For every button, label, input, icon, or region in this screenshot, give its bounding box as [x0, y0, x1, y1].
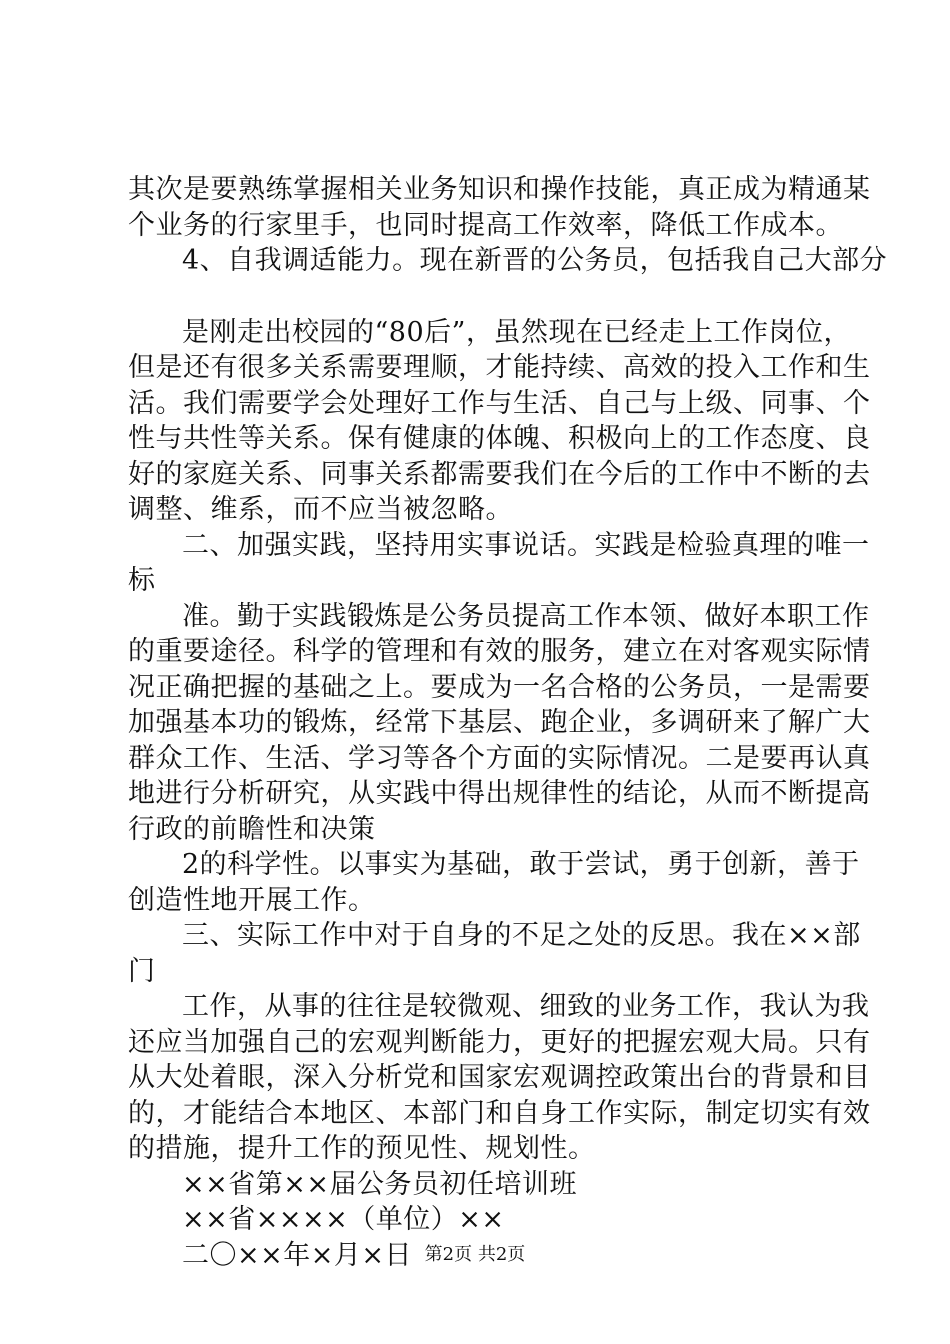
text-line: 门 — [128, 955, 156, 987]
text-line: 4、自我调适能力。现在新晋的公务员，包括我自己大部分 — [182, 245, 888, 276]
text-line: 创造性地开展工作。 — [128, 884, 376, 916]
text-line: 况正确把握的基础之上。要成为一名合格的公务员，一是需要 — [128, 671, 871, 703]
text-line: 其次是要熟练掌握相关业务知识和操作技能，真正成为精通某 — [128, 174, 871, 205]
text-line: 的，才能结合本地区、本部门和自身工作实际，制定切实有效 — [128, 1097, 871, 1129]
text-line: 的措施，提升工作的预见性、规划性。 — [128, 1133, 596, 1164]
page-footer — [0, 1243, 950, 1267]
text-line: 活。我们需要学会处理好工作与生活、自己与上级、同事、个 — [128, 387, 871, 419]
text-line: 是刚走出校园的“80后”，虽然现在已经走上工作岗位， — [182, 316, 851, 348]
text-line: 加强基本功的锻炼，经常下基层、跑企业，多调研来了解广大 — [128, 707, 871, 738]
text-line: 从大处着眼，深入分析党和国家宏观调控政策出台的背景和目 — [128, 1062, 871, 1093]
text-line: 二〇××年×月×日 — [182, 1239, 412, 1271]
text-line: 的重要途径。科学的管理和有效的服务，建立在对客观实际情 — [128, 636, 871, 667]
text-line: 工作，从事的往往是较微观、细致的业务工作，我认为我 — [182, 991, 870, 1022]
text-line: 2的科学性。以事实为基础，敢于尝试，勇于创新，善于 — [182, 849, 860, 880]
text-line: 三、实际工作中对于自身的不足之处的反思。我在××部 — [182, 920, 861, 951]
page-number-label: 第2页 共2页 — [424, 1244, 526, 1265]
text-line: 行政的前瞻性和决策 — [128, 813, 376, 845]
text-line: 二、加强实践，坚持用实事说话。实践是检验真理的唯一 — [182, 529, 870, 561]
text-line: 准。勤于实践锻炼是公务员提高工作本领、做好本职工作 — [182, 600, 870, 632]
text-line: 标 — [128, 565, 156, 596]
text-line: 性与共性等关系。保有健康的体魄、积极向上的工作态度、良 — [128, 423, 871, 454]
document-body — [128, 172, 888, 1273]
text-line: 但是还有很多关系需要理顺，才能持续、高效的投入工作和生 — [128, 352, 871, 383]
text-line: 调整、维系，而不应当被忽略。 — [128, 494, 513, 525]
text-line: ××省××××（单位）×× — [182, 1204, 505, 1235]
text-line: 群众工作、生活、学习等各个方面的实际情况。二是要再认真 — [128, 742, 871, 774]
text-line: 地进行分析研究，从实践中得出规律性的结论，从而不断提高 — [128, 778, 871, 809]
text-line: 好的家庭关系、同事关系都需要我们在今后的工作中不断的去 — [128, 458, 871, 490]
text-line: 还应当加强自己的宏观判断能力，更好的把握宏观大局。只有 — [128, 1026, 871, 1058]
text-line: ××省第××届公务员初任培训班 — [182, 1168, 577, 1200]
text-line: 个业务的行家里手，也同时提高工作效率，降低工作成本。 — [128, 209, 843, 241]
